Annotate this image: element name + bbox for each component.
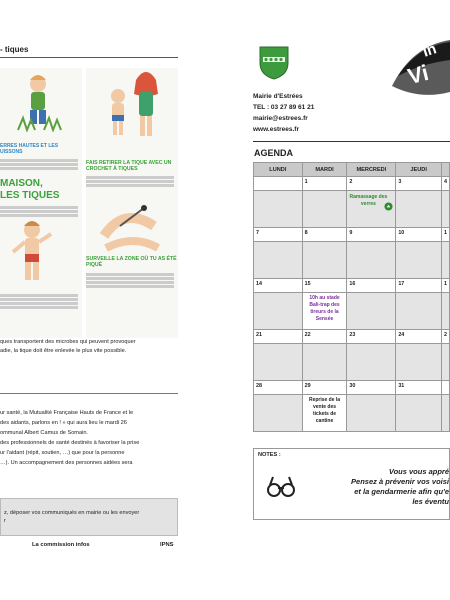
calendar-date-row <box>254 330 450 344</box>
child-in-grass-illustration <box>8 72 68 132</box>
tip-text: FAIS RETIRER LA TIQUE AVEC UN <box>86 160 172 166</box>
section-title: - tiques <box>0 45 29 54</box>
contact-line: TEL : 03 27 89 61 21 <box>253 104 315 111</box>
date-cell <box>254 177 303 191</box>
paragraph-line: …). Un accompagnement des personnes aidées sera <box>0 460 133 466</box>
date-cell: 31 <box>396 381 442 395</box>
date-cell: 23 <box>347 330 396 344</box>
paragraph-line: ommunal Albert Camus de Somain. <box>0 430 88 436</box>
date-cell: 28 <box>254 381 303 395</box>
event-cell <box>254 344 303 381</box>
event-cell <box>254 395 303 432</box>
event-cell <box>441 191 449 228</box>
tip-heading: LES TIQUES <box>0 190 60 201</box>
paragraph-line: ur l'aidant (répit, soutien, …) que pour la personne <box>0 450 125 456</box>
vacation-message <box>299 467 449 507</box>
paragraph-line: des aidants, parlons en ! » qui aura lieu le mardi 26 <box>0 420 127 426</box>
date-cell: 29 <box>302 381 347 395</box>
agenda-divider <box>253 141 450 142</box>
event-ball-trap: 10h au stade Bali-trap des tireurs de la Sensée <box>309 295 340 322</box>
parent-removing-tick-illustration <box>98 70 168 140</box>
event-cell <box>441 344 449 381</box>
illustration-left-column <box>0 68 82 338</box>
calendar-date-row <box>254 177 450 191</box>
day-header: LUNDI <box>254 163 303 177</box>
calendar-event-row <box>254 191 450 228</box>
event-cell <box>254 242 303 279</box>
date-cell: 1 <box>441 228 449 242</box>
event-cell <box>396 191 442 228</box>
contact-line: www.estrees.fr <box>253 126 300 133</box>
calendar-date-row <box>254 381 450 395</box>
date-cell <box>441 381 449 395</box>
tip-heading: MAISON, <box>0 178 43 189</box>
message-line: les éventu <box>412 497 449 506</box>
event-cell <box>396 395 442 432</box>
day-header: MERCREDI <box>347 163 396 177</box>
date-cell: 9 <box>347 228 396 242</box>
event-cell <box>254 191 303 228</box>
section-divider <box>0 393 178 394</box>
date-cell: 30 <box>347 381 396 395</box>
paragraph-line: des professionnels de santé destinés à favoriser la prise <box>0 440 140 446</box>
calendar-header-row <box>254 163 450 177</box>
footer-commission: La commission infos <box>32 542 90 548</box>
tip-text: SURVEILLE LA ZONE OÙ TU AS ÉTÉ <box>86 256 177 262</box>
date-cell: 14 <box>254 279 303 293</box>
recycle-icon <box>384 202 393 211</box>
caregiver-paragraph <box>0 408 180 468</box>
communique-notice-box <box>0 498 178 536</box>
event-cell <box>347 395 396 432</box>
message-line: Vous vous appré <box>388 467 449 476</box>
notice-line: z, déposer vos communiqués en mairie ou les envoyer <box>4 510 140 516</box>
event-cell <box>441 293 449 330</box>
date-cell: 21 <box>254 330 303 344</box>
event-cell <box>396 242 442 279</box>
event-cell <box>302 395 347 432</box>
event-cell <box>302 191 347 228</box>
paragraph-line: adie, la tique doit être enlevée le plus vite possible. <box>0 348 127 354</box>
event-cell <box>396 293 442 330</box>
contact-line: mairie@estrees.fr <box>253 115 308 122</box>
date-cell: 1 <box>441 279 449 293</box>
message-line: et la gendarmerie afin qu'e <box>354 487 449 496</box>
calendar-date-row <box>254 279 450 293</box>
event-cell <box>302 293 347 330</box>
tip-text: PIQUÉ <box>86 262 103 268</box>
day-header: JEUDI <box>396 163 442 177</box>
date-cell: 2 <box>441 330 449 344</box>
event-canteen-tickets: Reprise de la vente des tickets de cantine <box>308 397 341 424</box>
town-crest-logo <box>258 45 290 81</box>
tick-prevention-illustration <box>0 68 178 338</box>
event-cell <box>302 344 347 381</box>
calendar-event-row <box>254 344 450 381</box>
contact-block <box>253 91 314 135</box>
event-cell <box>396 344 442 381</box>
date-cell: 15 <box>302 279 347 293</box>
date-cell: 10 <box>396 228 442 242</box>
event-cell <box>441 395 449 432</box>
date-cell: 4 <box>441 177 449 191</box>
date-cell: 3 <box>396 177 442 191</box>
paragraph-line: ur santé, la Mutualité Française Hauts de France et le <box>0 410 134 416</box>
date-cell: 1 <box>302 177 347 191</box>
notes-label: NOTES : <box>258 452 281 458</box>
calendar-event-row <box>254 293 450 330</box>
notes-box <box>253 448 450 520</box>
event-cell <box>347 191 396 228</box>
day-header <box>441 163 449 177</box>
date-cell: 16 <box>347 279 396 293</box>
child-checking-body-illustration <box>6 220 58 286</box>
footer-ipns: IPNS <box>160 542 174 548</box>
event-cell <box>347 293 396 330</box>
calendar-event-row <box>254 395 450 432</box>
paragraph-line: ques transportent des microbes qui peuvent provoquer <box>0 339 136 345</box>
agenda-title: AGENDA <box>254 148 294 158</box>
event-cell <box>302 242 347 279</box>
tick-paragraph <box>0 338 180 356</box>
event-cell <box>254 293 303 330</box>
banner-small-text: In <box>420 40 439 61</box>
event-cell <box>347 344 396 381</box>
date-cell: 17 <box>396 279 442 293</box>
date-cell: 2 <box>347 177 396 191</box>
event-cell <box>347 242 396 279</box>
date-cell: 22 <box>302 330 347 344</box>
calendar-date-row <box>254 228 450 242</box>
notice-line: r <box>4 518 6 524</box>
tip-text: UISSONS <box>0 149 23 155</box>
tip-text: ERRES HAUTES ET LES <box>0 143 59 149</box>
header-divider <box>0 57 178 58</box>
date-cell: 8 <box>302 228 347 242</box>
tip-text: CROCHET À TIQUES <box>86 166 138 172</box>
date-cell: 7 <box>254 228 303 242</box>
binoculars-icon <box>267 475 295 499</box>
calendar-event-row <box>254 242 450 279</box>
contact-line: Mairie d'Estrées <box>253 93 303 100</box>
day-header: MARDI <box>302 163 347 177</box>
event-glass-collection: Ramassage des verres <box>349 194 388 207</box>
illustration-right-column <box>86 68 178 338</box>
date-cell: 24 <box>396 330 442 344</box>
event-cell <box>441 242 449 279</box>
tick-tool-illustration <box>100 196 164 252</box>
banner-text: Vi <box>405 59 431 90</box>
message-line: Pensez à prévenir vos voisi <box>351 477 449 486</box>
agenda-calendar <box>253 162 450 432</box>
